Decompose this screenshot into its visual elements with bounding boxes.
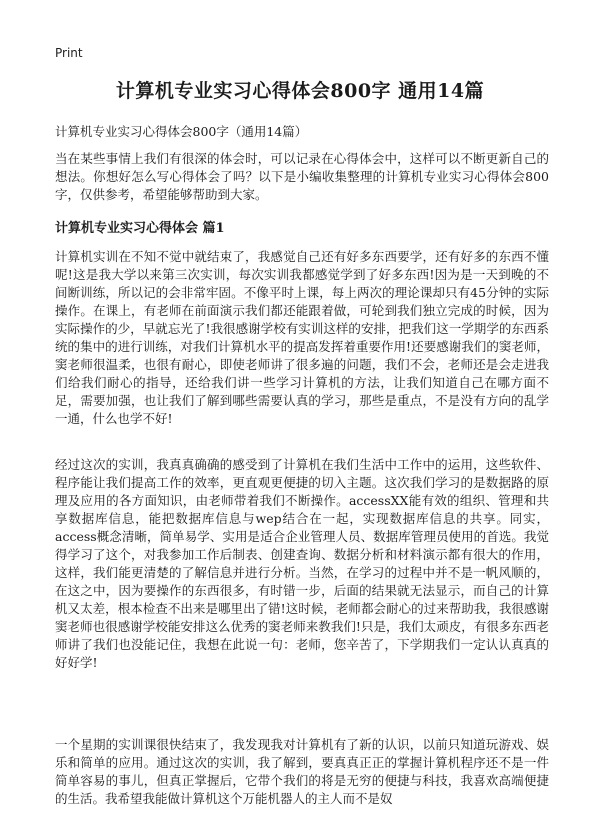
section-heading: 计算机专业实习心得体会 篇1 <box>55 221 225 236</box>
body-paragraph-3: 一个星期的实训课很快结束了，我发现我对计算机有了新的认识，以前只知道玩游戏、娱乐和简单的应用。通过这次的实训，我了解到，要真真正正的掌握计算机程序还不是一件简单容易的事儿，但真正掌握后，它带个我们的将是无穷的便捷与科技，我喜欢高端便捷的生活。我希望我能做计算机这个万能机器人的主人而不是奴 <box>55 737 549 806</box>
body-paragraph-2: 经过这次的实训，我真真确确的感受到了计算机在我们生活中工作中的运用，这些软件、程序能让我们提高工作的效率，更直观更便捷的切入主题。这次我们学习的是数据路的原理及应用的各方面知识，由老师带着我们不断操作。accessXX能有效的组织、管理和共享数据库信息，能把数据库信息与wep结合在一起，实现数据库信息的共享。同实，access概念清晰，简单易学、实用是适合企业管理人员、数据库管理员使用的首选。我觉得学习了这个，对我参加工作后制表、创建查询、数据分析和材料演示都有很大的作用，这样，我们能更清楚的了解信息并进行分析。当然，在学习的过程中并不是一帆风顺的，在这之中，因为要操作的东西很多，有时错一步，后面的结果就无法显示，而自己的计算机又太差，根本检查不出来是哪里出了错!这时候，老师都会耐心的过来帮助我，我很感谢窦老师也很感谢学校能安排这么优秀的窦老师来教我们!只是，我们太顽皮，有很多东西老师讲了我们也没能记住，我想在此说一句：老师，您辛苦了，下学期我们一定认认真真的好好学! <box>55 457 549 670</box>
intro-paragraph: 当在某些事情上我们有很深的体会时，可以记录在心得体会中，这样可以不断更新自己的想法。你想好怎么写心得体会了吗？以下是小编收集整理的计算机专业实习心得体会800字，仅供参考，希望能够帮助到大家。 <box>55 151 549 202</box>
document-subtitle: 计算机专业实习心得体会800字（通用14篇） <box>55 124 308 139</box>
print-link[interactable]: Print <box>55 46 83 60</box>
body-paragraph-1: 计算机实训在不知不觉中就结束了，我感觉自己还有好多东西要学，还有好多的东西不懂呢!这是我大学以来第三次实训，每次实训我都感觉学到了好多东西!因为是一天到晚的不间断训练，所以记的会非常牢固。不像平时上课，每上两次的理论课却只有45分钟的实际操作。在课上，有老师在前面演示我们都还能跟着做，可轮到我们独立完成的时候，因为实际操作的少，早就忘光了!我很感谢学校有实训这样的安排，把我们这一学期学的东西系统的集中的进行训练，对我们计算机水平的提高发挥着重要作用!还要感谢我们的窦老师，窦老师很温柔，也很有耐心，即使老师讲了很多遍的问题，我们不会，老师还是会走进我们给我们耐心的指导，还给我们讲一些学习计算机的方法，让我们知道自己在哪方面不足，需要加强，也让我们了解到哪些需要认真的学习，那些是重点，不是没有方向的乱学一通，什么也学不好! <box>55 249 549 426</box>
page-title: 计算机专业实习心得体会800字 通用14篇 <box>115 80 485 102</box>
